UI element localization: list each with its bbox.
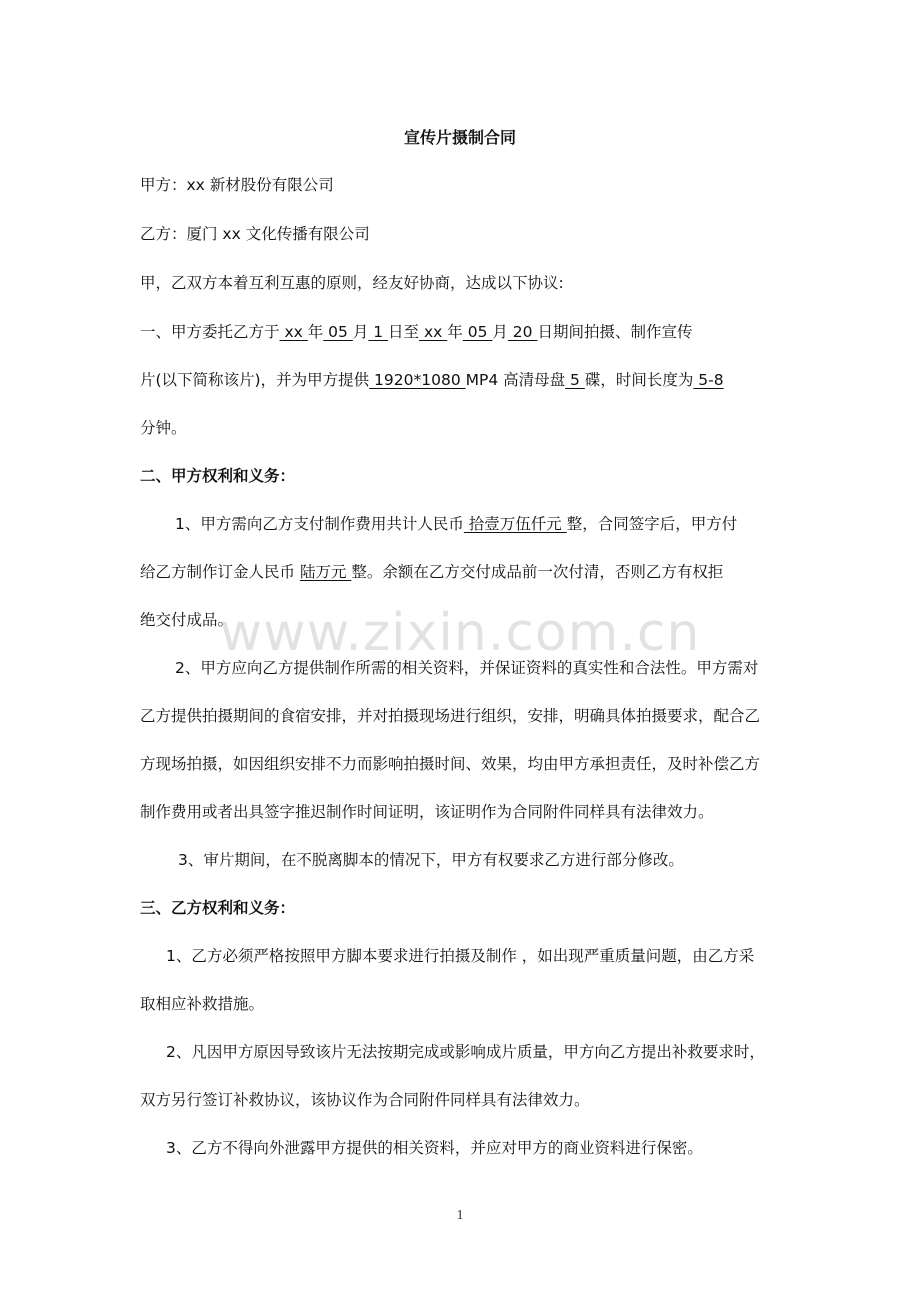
section3-heading: 三、乙方权利和义务： [140, 899, 296, 917]
section2-p1-line1: 1、甲方需向乙方支付制作费用共计人民币 拾壹万伍仟元 整，合同签字后，甲方付 [175, 515, 738, 533]
section3-p2-line1: 2、凡因甲方原因导致该片无法按期完成或影响成片质量，甲方向乙方提出补救要求时， [166, 1043, 765, 1061]
section2-p1-line2: 给乙方制作订金人民币 陆万元 整。余额在乙方交付成品前一次付清，否则乙方有权拒 [140, 563, 724, 581]
total-fee-field: 拾壹万伍仟元 [463, 515, 567, 533]
section3-p2-line2: 双方另行签订补救协议，该协议作为合同附件同样具有法律效力。 [140, 1091, 590, 1109]
start-year-field: xx [279, 323, 308, 341]
end-day-field: 20 [507, 323, 538, 341]
section2-p1-line3: 绝交付成品。 [140, 611, 234, 629]
section2-p2-line2: 乙方提供拍摄期间的食宿安排，并对拍摄现场进行组织，安排，明确具体拍摄要求，配合乙 [140, 707, 761, 725]
party-b-line: 乙方：厦门 xx 文化传播有限公司 [140, 225, 370, 243]
section2-p2-line1: 2、甲方应向乙方提供制作所需的相关资料，并保证资料的真实性和合法性。甲方需对 [175, 659, 759, 677]
end-month-field: 05 [462, 323, 493, 341]
section1-line1: 一、甲方委托乙方于 xx 年 05 月 1 日至 xx 年 05 月 20 日期间拍摄、制作宣传 [140, 323, 693, 341]
section3-p1-line1: 1、乙方必须严格按照甲方脚本要求进行拍摄及制作 ，如出现严重质量问题，由乙方采 [166, 947, 755, 965]
resolution-field: 1920*1080 [369, 371, 466, 389]
section2-p3: 3、审片期间，在不脱离脚本的情况下，甲方有权要求乙方进行部分修改。 [178, 851, 684, 869]
start-month-field: 05 [323, 323, 353, 341]
page-number: 1 [456, 1208, 464, 1223]
page-title: 宣传片摄制合同 [403, 128, 516, 147]
watermark: www.zixin.com.cn [219, 603, 701, 663]
section2-heading: 二、甲方权利和义务： [140, 467, 296, 485]
section1-line2: 片(以下简称该片)，并为甲方提供 1920*1080 MP4 高清母盘 5 碟，时间长度为 5-8 [140, 371, 724, 389]
start-day-field: 1 [368, 323, 389, 341]
intro-line: 甲，乙双方本着互利互惠的原则，经友好协商，达成以下协议: [140, 274, 564, 292]
duration-field: 5-8 [693, 371, 724, 389]
section2-p2-line4: 制作费用或者出具签字推迟制作时间证明，该证明作为合同附件同样具有法律效力。 [140, 803, 714, 821]
disc-count-field: 5 [565, 371, 585, 389]
section3-p3: 3、乙方不得向外泄露甲方提供的相关资料，并应对甲方的商业资料进行保密。 [166, 1139, 703, 1157]
deposit-field: 陆万元 [299, 563, 352, 581]
section1-line3: 分钟。 [140, 419, 187, 437]
party-a-line: 甲方：xx 新材股份有限公司 [140, 176, 334, 194]
section2-p2-line3: 方现场拍摄，如因组织安排不力而影响拍摄时间、效果，均由甲方承担责任，及时补偿乙方 [140, 755, 761, 773]
section3-p1-line2: 取相应补救措施。 [140, 995, 265, 1013]
end-year-field: xx [419, 323, 448, 341]
